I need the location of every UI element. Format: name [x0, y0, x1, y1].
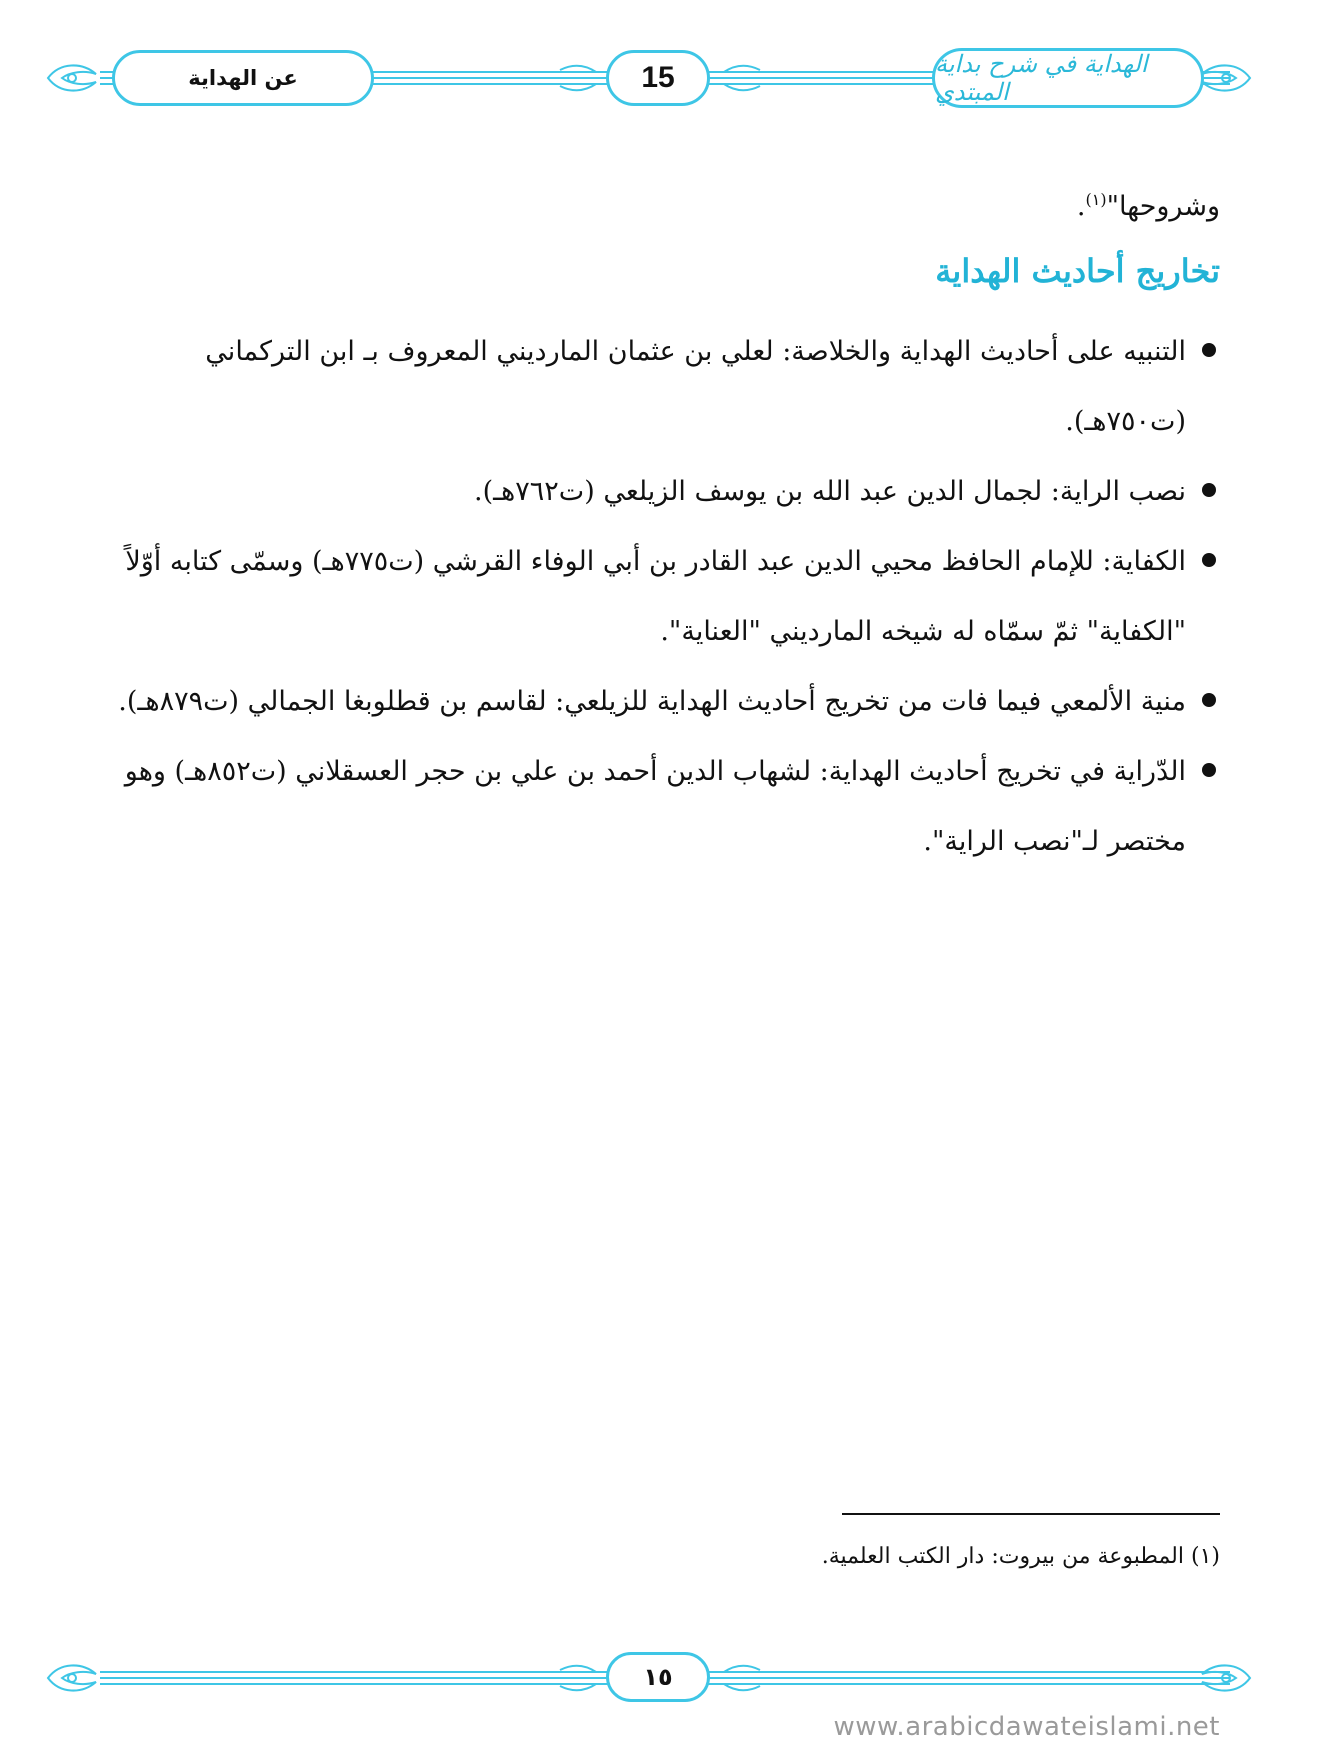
bullet-icon	[1202, 763, 1216, 777]
footnote-divider	[842, 1513, 1220, 1515]
list-item	[90, 457, 1220, 527]
page-number-badge	[606, 50, 710, 106]
page-header	[0, 0, 1320, 140]
bullet-icon	[1202, 693, 1216, 707]
chapter-title-badge	[112, 50, 374, 106]
list-item-text: منية الألمعي فيما فات من تخريج أحاديث الهداية للزيلعي: لقاسم بن قطلوبغا الجمالي (ت٨٧٩هـ).	[118, 686, 1186, 717]
footnote-ref: (١)	[1085, 190, 1107, 209]
section-heading: تخاريج أحاديث الهداية	[935, 252, 1220, 290]
intro-text: وشروحها"	[1106, 191, 1220, 222]
page-footer	[0, 1648, 1320, 1708]
book-title: الهداية في شرح بداية المبتدي	[935, 50, 1148, 106]
page-number: 15	[641, 61, 675, 94]
intro-end: .	[1076, 191, 1086, 222]
list-item	[90, 527, 1220, 667]
list-item-text: نصب الراية: لجمال الدين عبد الله بن يوسف الزيلعي (ت٧٦٢هـ).	[474, 476, 1186, 507]
bullet-icon	[1202, 553, 1216, 567]
list-item-text: الكفاية: للإمام الحافظ محيي الدين عبد القادر بن أبي الوفاء القرشي (ت٧٧٥هـ) وسمّى كتابه أوّلاً "الكفاية" ثمّ سمّاه له شيخه المارديني "العناية".	[125, 546, 1186, 647]
page-content	[90, 178, 1220, 877]
footnote: (١) المطبوعة من بيروت: دار الكتب العلمية.	[821, 1544, 1220, 1569]
book-list	[90, 317, 1220, 877]
footer-page-badge	[606, 1652, 710, 1702]
footer-page-number: ١٥	[643, 1663, 673, 1691]
bullet-icon	[1202, 343, 1216, 357]
list-item-text: الدّراية في تخريج أحاديث الهداية: لشهاب الدين أحمد بن علي بن حجر العسقلاني (ت٨٥٢هـ) وهو مختصر لـ"نصب الراية".	[124, 756, 1186, 857]
list-item	[90, 737, 1220, 877]
list-item	[90, 667, 1220, 737]
intro-line	[90, 178, 1220, 229]
bullet-icon	[1202, 483, 1216, 497]
book-title-badge	[932, 48, 1204, 108]
website-url: www.arabicdawateislami.net	[833, 1712, 1220, 1742]
chapter-title: عن الهداية	[188, 66, 298, 90]
list-item-text: التنبيه على أحاديث الهداية والخلاصة: لعلي بن عثمان المارديني المعروف بـ ابن التركماني (ت٧٥٠هـ).	[205, 336, 1186, 437]
list-item	[90, 317, 1220, 457]
